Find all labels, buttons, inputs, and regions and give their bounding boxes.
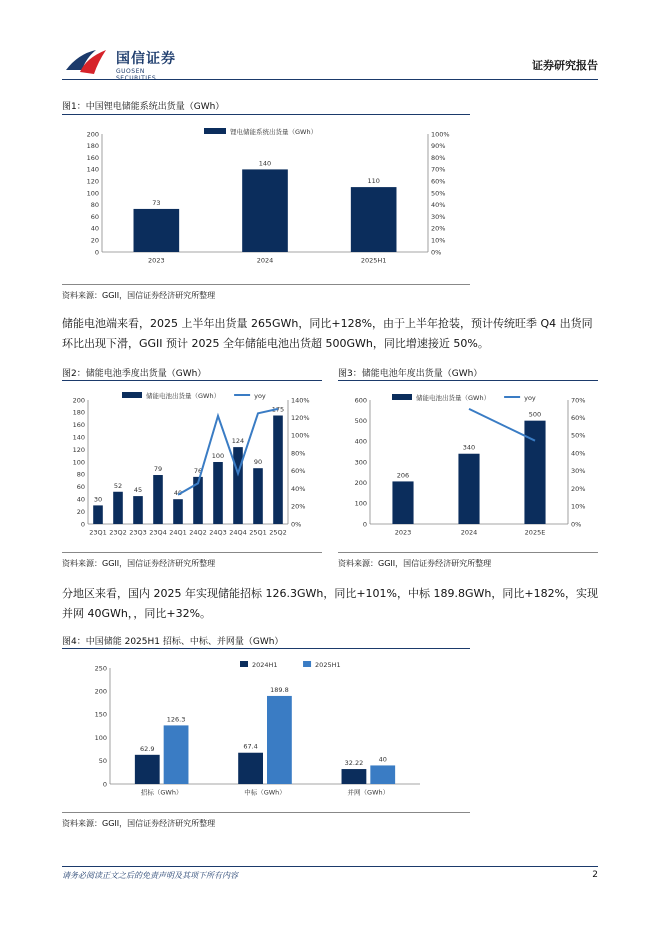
- legend-swatch: [303, 661, 311, 667]
- figure-4-rule: [62, 648, 470, 649]
- x-tick-label: 24Q2: [189, 528, 207, 537]
- company-name-cn: 国信证券: [116, 51, 176, 67]
- company-name-en: GUOSEN: [116, 68, 145, 75]
- x-tick-label: 2025H1: [360, 256, 387, 265]
- y-tick-label: 60: [76, 483, 85, 492]
- y2-tick-label: 0%: [291, 520, 302, 529]
- data-label: 67.4: [243, 742, 258, 751]
- data-label: 79: [153, 465, 163, 474]
- bar: [242, 169, 288, 252]
- data-label: 52: [113, 481, 123, 490]
- y-tick-label: 400: [354, 437, 367, 446]
- x-tick-label: 2025E: [524, 528, 546, 537]
- figure-3-rule: [338, 380, 598, 381]
- bar: [133, 496, 143, 524]
- legend-swatch: [392, 394, 412, 400]
- y2-tick-label: 50%: [571, 431, 586, 440]
- y-tick-label: 100: [72, 458, 85, 467]
- data-label: 100: [211, 452, 225, 460]
- bar: [164, 725, 189, 784]
- figure-3-chart: [338, 384, 600, 546]
- y-tick-label: 160: [86, 153, 99, 162]
- yoy-line: [178, 409, 278, 495]
- header-divider: [62, 79, 598, 80]
- footer-disclaimer: 请务必阅读正文之后的免责声明及其项下所有内容: [62, 871, 238, 880]
- bar: [153, 475, 163, 524]
- y2-tick-label: 10%: [431, 236, 446, 245]
- y2-tick-label: 60%: [571, 413, 586, 422]
- figure-3-title: 图3：储能电池年度出货量（GWh）: [338, 369, 483, 379]
- bar: [173, 499, 183, 524]
- data-label: 140: [258, 159, 272, 168]
- legend-label: yoy: [254, 392, 266, 400]
- y-tick-label: 140: [72, 433, 85, 442]
- figure-2-bottom-rule: [62, 552, 322, 553]
- figure-4-title: 图4：中国储能 2025H1 招标、中标、并网量（GWh）: [62, 637, 284, 647]
- bar: [113, 492, 123, 524]
- y-tick-label: 500: [354, 416, 367, 425]
- y2-tick-label: 10%: [571, 502, 586, 511]
- data-label: 340: [462, 443, 476, 452]
- bar: [267, 696, 292, 784]
- y-tick-label: 100: [94, 733, 107, 742]
- data-label: 45: [133, 486, 143, 495]
- y-tick-label: 150: [94, 710, 107, 719]
- data-label: 73: [152, 198, 161, 207]
- legend-label: yoy: [524, 394, 536, 402]
- x-tick-label: 24Q1: [169, 528, 187, 537]
- data-label: 126.3: [166, 715, 186, 724]
- y-tick-label: 20: [90, 236, 99, 245]
- report-type: 证券研究报告: [532, 59, 598, 72]
- legend-label: 储能电池出货量（GWh）: [416, 394, 491, 402]
- y-tick-label: 300: [354, 458, 367, 467]
- figure-1-title: 图1：中国锂电储能系统出货量（GWh）: [62, 102, 225, 112]
- data-label: 40: [378, 755, 387, 764]
- paragraph-1: 储能电池端来看，2025 上半年出货量 265GWh，同比+128%，由于上半年抢装，预计传统旺季 Q4 出货同环比出现下滑，GGII 预计 2025 全年储能电池出货超 500GWh，同比增速接近 50%。: [62, 317, 593, 350]
- y2-tick-label: 60%: [291, 467, 306, 476]
- data-label: 40: [173, 489, 183, 498]
- x-tick-label: 25Q2: [269, 528, 287, 537]
- y-tick-label: 20: [76, 507, 85, 516]
- figure-2-title: 图2：储能电池季度出货量（GWh）: [62, 369, 207, 379]
- data-label: 32.22: [344, 759, 364, 768]
- bar: [253, 468, 263, 524]
- y2-tick-label: 140%: [291, 396, 310, 405]
- y2-tick-label: 100%: [431, 130, 450, 139]
- data-label: 124: [231, 437, 245, 446]
- y2-tick-label: 100%: [291, 431, 310, 440]
- bar: [273, 416, 283, 525]
- data-label: 189.8: [270, 685, 289, 694]
- figure-2-chart: [62, 384, 324, 546]
- y-tick-label: 200: [72, 396, 85, 405]
- legend-label: 2024H1: [252, 661, 278, 669]
- data-label: 30: [93, 495, 103, 504]
- x-tick-label: 中标（GWh）: [244, 788, 286, 797]
- y2-tick-label: 40%: [571, 449, 586, 458]
- bar: [233, 447, 243, 524]
- figure-4-bottom-rule: [62, 812, 470, 813]
- figure-4-chart: [62, 652, 472, 804]
- y-tick-label: 200: [86, 130, 99, 139]
- page-number: 2: [592, 870, 598, 880]
- bar: [392, 481, 413, 524]
- bar: [213, 462, 223, 524]
- footer-divider: [62, 866, 598, 867]
- figure-2-rule: [62, 380, 322, 381]
- y-tick-label: 100: [86, 189, 99, 198]
- x-tick-label: 23Q2: [109, 528, 127, 537]
- y2-tick-label: 50%: [431, 189, 446, 198]
- y2-tick-label: 80%: [291, 449, 306, 458]
- x-tick-label: 2024: [460, 528, 478, 537]
- y2-tick-label: 20%: [571, 484, 586, 493]
- data-label: 206: [396, 471, 410, 480]
- y-tick-label: 180: [86, 142, 99, 151]
- figure-2-source: 资料来源：GGII，国信证券经济研究所整理: [62, 559, 216, 568]
- y-tick-label: 250: [94, 664, 107, 673]
- y2-tick-label: 40%: [431, 201, 446, 210]
- y2-tick-label: 0%: [431, 248, 442, 257]
- figure-1-rule: [62, 114, 470, 115]
- legend-swatch: [204, 128, 226, 134]
- bar: [458, 454, 479, 524]
- data-label: 62.9: [140, 744, 155, 753]
- y-tick-label: 0: [94, 248, 99, 257]
- logo: [64, 44, 184, 78]
- y2-tick-label: 40%: [291, 484, 306, 493]
- x-tick-label: 23Q1: [89, 528, 107, 537]
- legend-label: 锂电储能系统出货量（GWh）: [230, 128, 318, 136]
- figure-3-bottom-rule: [338, 552, 598, 553]
- y-tick-label: 40: [90, 224, 99, 233]
- y2-tick-label: 70%: [571, 396, 586, 405]
- y-tick-label: 140: [86, 165, 99, 174]
- figure-4-source: 资料来源：GGII，国信证券经济研究所整理: [62, 819, 216, 828]
- bar: [93, 505, 103, 524]
- data-label: 90: [253, 458, 263, 467]
- x-tick-label: 招标（GWh）: [140, 788, 183, 797]
- figure-1-chart: [62, 118, 472, 278]
- x-tick-label: 并网（GWh）: [347, 788, 390, 797]
- y-tick-label: 200: [94, 687, 107, 696]
- data-label: 500: [528, 410, 542, 419]
- y-tick-label: 200: [354, 478, 367, 487]
- paragraph-2: 分地区来看，国内 2025 年实现储能招标 126.3GWh，同比+101%，中标 189.8GWh，同比+182%，实现并网 40GWh，，同比+32%。: [62, 587, 599, 620]
- bar: [134, 209, 180, 252]
- bar: [370, 765, 395, 784]
- x-tick-label: 23Q3: [129, 528, 147, 537]
- x-tick-label: 2023: [148, 256, 165, 265]
- legend-label: 储能电池出货量（GWh）: [146, 392, 221, 400]
- bar: [135, 755, 160, 784]
- y-tick-label: 0: [362, 520, 367, 529]
- y-tick-label: 600: [354, 396, 367, 405]
- y2-tick-label: 80%: [431, 153, 446, 162]
- x-tick-label: 24Q3: [209, 528, 227, 537]
- y-tick-label: 160: [72, 421, 85, 430]
- y-tick-label: 60: [90, 212, 99, 221]
- y-tick-label: 50: [98, 757, 107, 766]
- y-tick-label: 80: [76, 470, 85, 479]
- legend-swatch: [122, 392, 142, 398]
- y-tick-label: 0: [80, 520, 85, 529]
- y2-tick-label: 90%: [431, 142, 446, 151]
- figure-1-bottom-rule: [62, 284, 470, 285]
- y-tick-label: 120: [72, 445, 85, 454]
- bar: [238, 753, 263, 784]
- y-tick-label: 0: [102, 780, 107, 789]
- y2-tick-label: 20%: [431, 224, 446, 233]
- y-tick-label: 100: [354, 499, 367, 508]
- figure-3-source: 资料来源：GGII，国信证券经济研究所整理: [338, 559, 492, 568]
- x-tick-label: 24Q4: [229, 528, 247, 537]
- y2-tick-label: 30%: [431, 212, 446, 221]
- y-tick-label: 80: [90, 201, 99, 210]
- y-tick-label: 120: [86, 177, 99, 186]
- y2-tick-label: 70%: [431, 165, 446, 174]
- y2-tick-label: 30%: [571, 467, 586, 476]
- data-label: 76: [193, 466, 203, 475]
- y2-tick-label: 120%: [291, 413, 310, 422]
- data-label: 175: [271, 405, 285, 414]
- y2-tick-label: 20%: [291, 502, 306, 511]
- x-tick-label: 2023: [394, 528, 412, 537]
- x-tick-label: 23Q4: [149, 528, 167, 537]
- bar: [351, 187, 397, 252]
- legend-swatch: [240, 661, 248, 667]
- figure-1-source: 资料来源：GGII，国信证券经济研究所整理: [62, 291, 216, 300]
- legend-label: 2025H1: [315, 661, 341, 669]
- y2-tick-label: 60%: [431, 177, 446, 186]
- data-label: 110: [367, 177, 380, 186]
- y2-tick-label: 0%: [571, 520, 582, 529]
- guosen-logo-icon: [64, 44, 108, 78]
- x-tick-label: 2024: [256, 256, 274, 265]
- y-tick-label: 40: [76, 495, 85, 504]
- x-tick-label: 25Q1: [249, 528, 267, 537]
- y-tick-label: 180: [72, 408, 85, 417]
- bar: [342, 769, 367, 784]
